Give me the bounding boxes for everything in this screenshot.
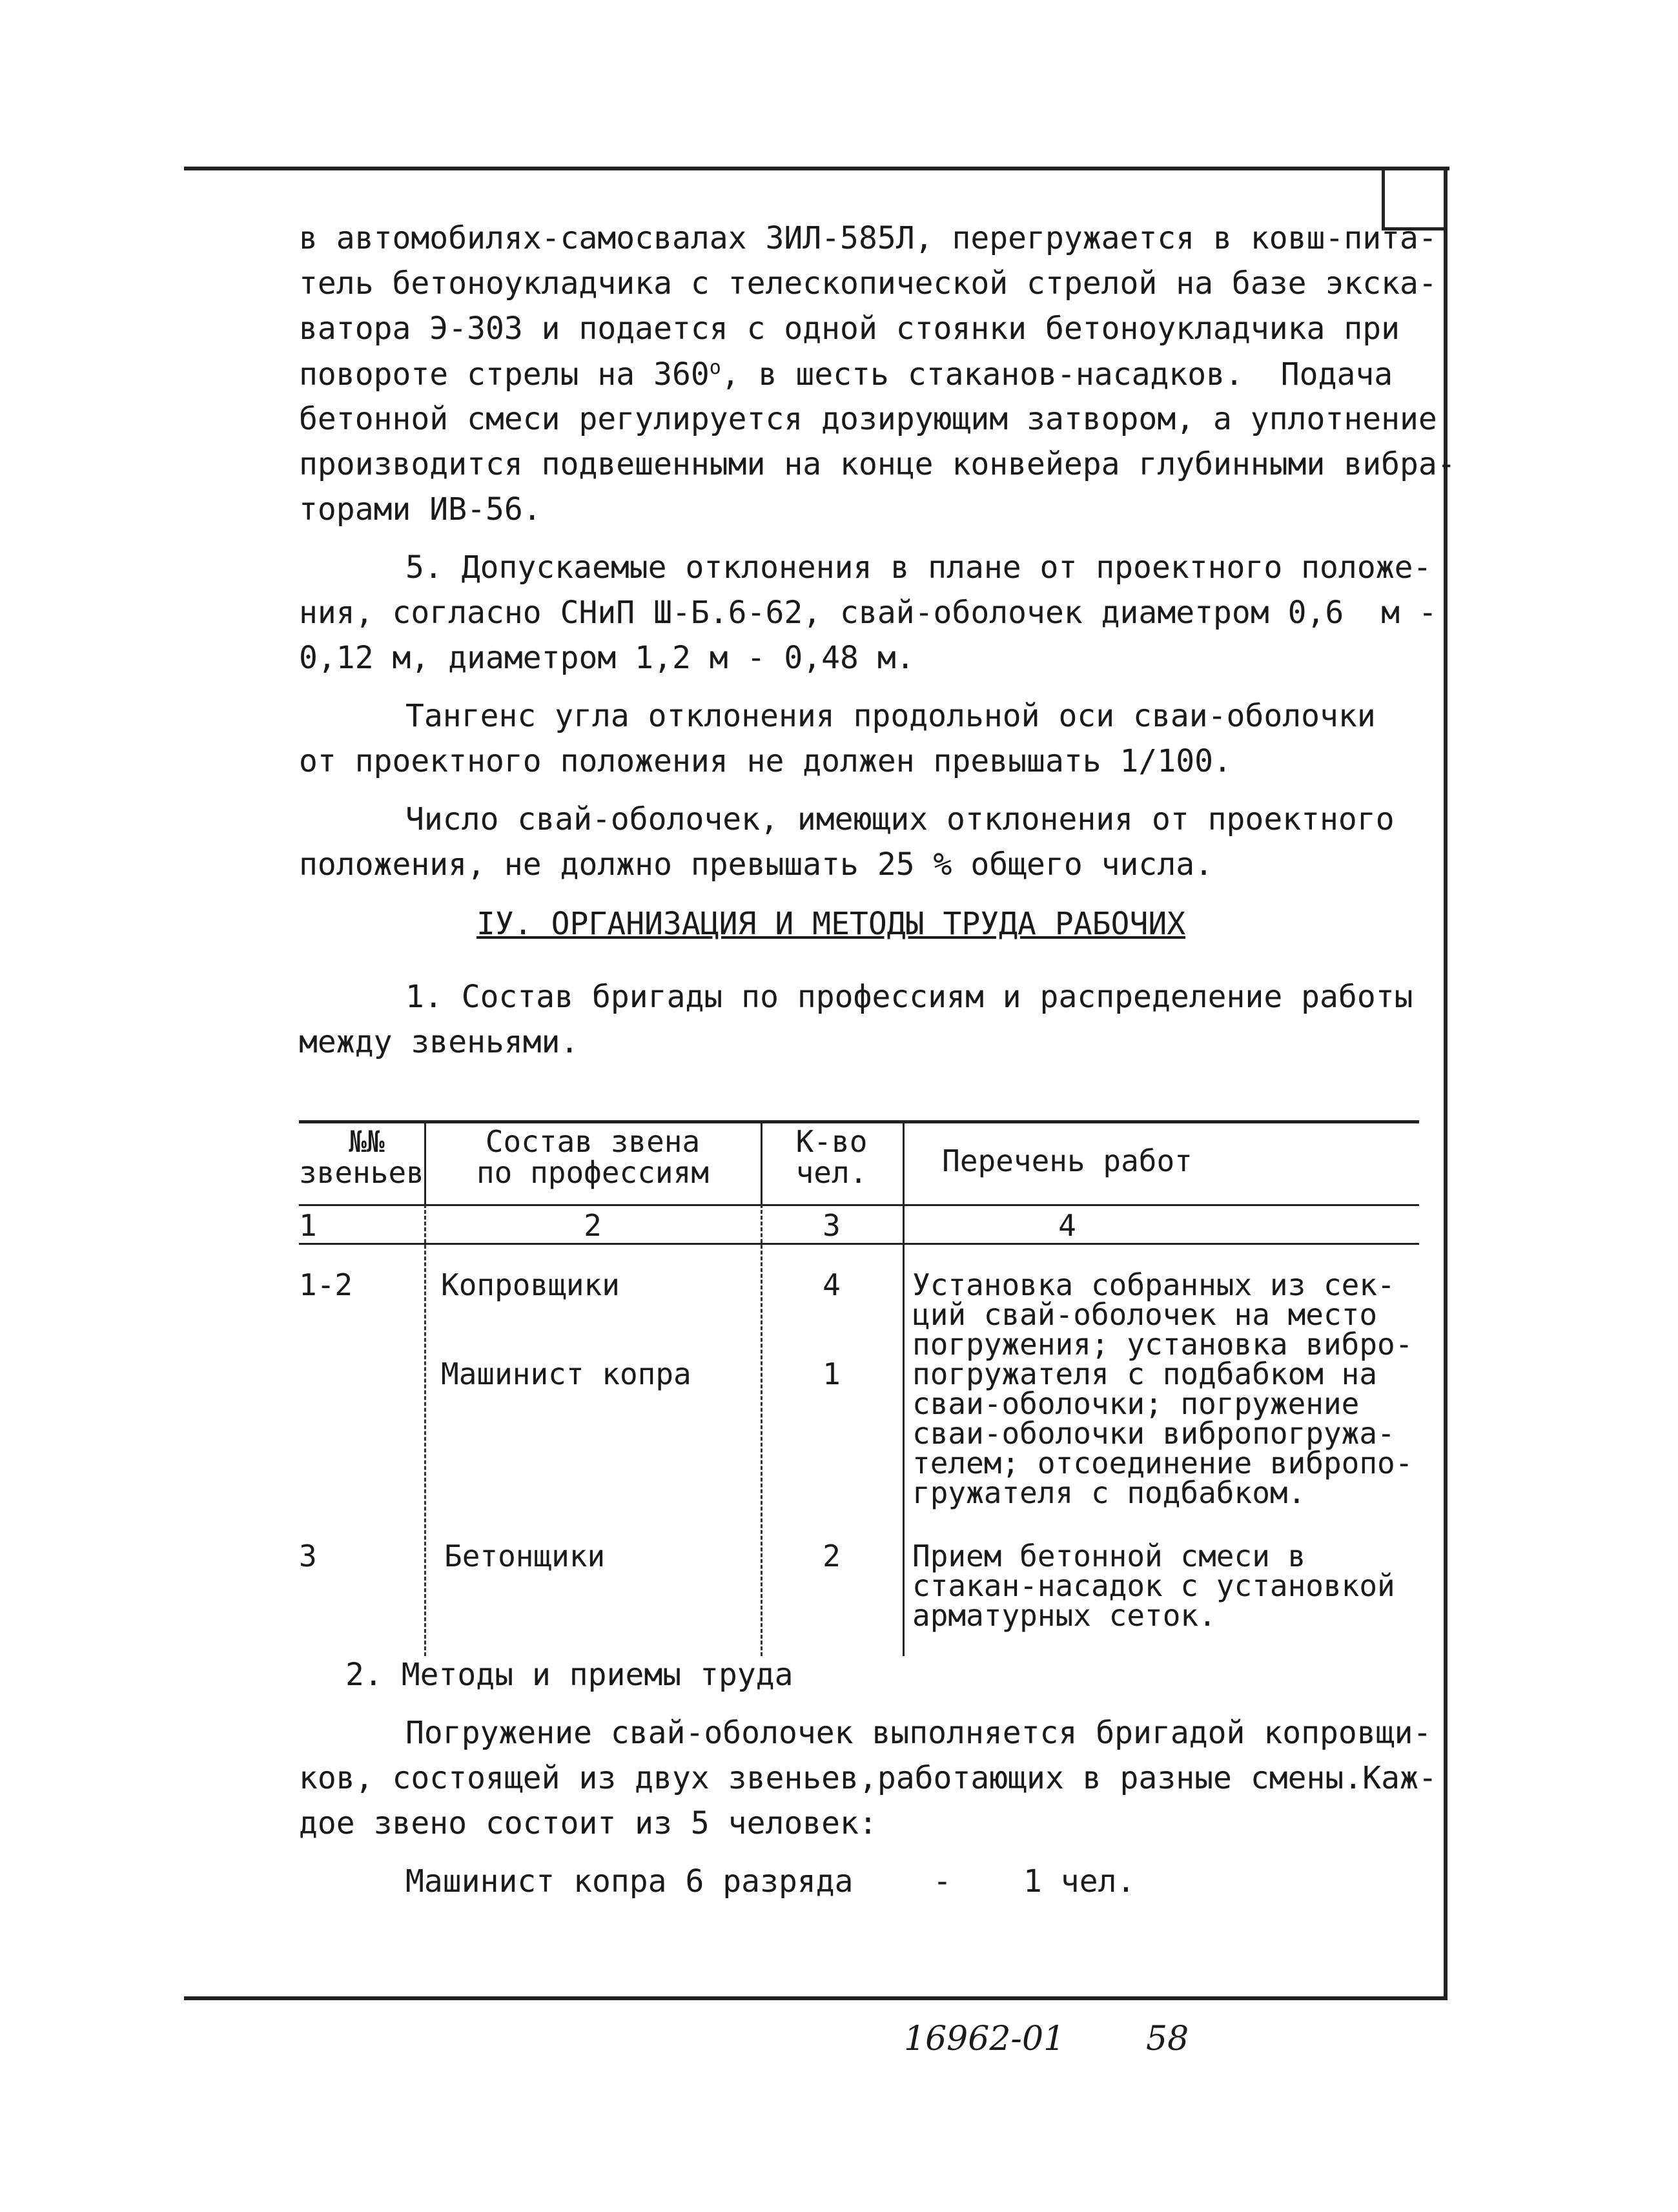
header-col4: Перечень работ (942, 1143, 1192, 1178)
header-col3-line2: чел. (795, 1155, 868, 1190)
row-works-line: стакан-насадок с установкой (912, 1568, 1395, 1603)
col-number: 3 (823, 1208, 841, 1243)
text-line: дое звено состоит из 5 человек: (299, 1805, 877, 1841)
row-quantity: 4 (823, 1267, 841, 1302)
header-col3-line1: К-во (795, 1124, 868, 1159)
row-works-line: арматурных сеток. (912, 1598, 1216, 1633)
row-works-line: гружателя с подбабком. (912, 1475, 1306, 1510)
subsection-heading: 2. Методы и приемы труда (345, 1657, 793, 1693)
col-number: 1 (299, 1208, 317, 1243)
row-works-line: сваи-оболочки; погружение (912, 1386, 1360, 1421)
text-line (299, 356, 1393, 393)
degree-mark: о (709, 356, 721, 379)
text-line: Погружение свай-оболочек выполняется бригадой копровщи- (405, 1715, 1432, 1751)
text-line: ния, согласно СНиП Ш-Б.6-62, свай-оболочек диаметром 0,6 м - (299, 595, 1437, 631)
text-line: бетонной смеси регулируется дозирующим затвором, а уплотнение (299, 401, 1437, 437)
page-number: 58 (1146, 2020, 1189, 2058)
row-works-line: ций свай-оболочек на место (912, 1297, 1378, 1332)
table-numbers-rule (299, 1243, 1419, 1245)
table-col-divider-dashed (424, 1204, 426, 1656)
row-works-line: Установка собранных из сек- (912, 1267, 1395, 1302)
text-line: 0,12 м, диаметром 1,2 м - 0,48 м. (299, 640, 915, 676)
crew-count: 1 чел. (1023, 1863, 1136, 1900)
text-line: ков, состоящей из двух звеньев,работающих в разные смены.Каж- (299, 1760, 1437, 1796)
text-line: тель бетоноукладчика с телескопической стрелой на базе экска- (299, 265, 1437, 302)
row-works-line: погружателя с подбабком на (912, 1357, 1378, 1391)
frame-bottom-border (184, 1996, 1448, 2000)
table-top-rule (299, 1120, 1419, 1123)
col-number: 2 (584, 1208, 602, 1243)
col-number: 4 (1058, 1208, 1076, 1243)
table-col-divider-dashed (761, 1204, 762, 1656)
text-line: ватора Э-303 и подается с одной стоянки бетоноукладчика при (299, 311, 1400, 347)
table-col-divider (903, 1120, 905, 1656)
table-col-divider (424, 1120, 426, 1204)
row-num: 1-2 (299, 1267, 353, 1302)
row-profession: Машинист копра (441, 1357, 691, 1391)
text-line: в автомобилях-самосвалах ЗИЛ-585Л, перегружается в ковш-пита- (299, 220, 1437, 256)
frame-right-border (1444, 167, 1448, 2000)
row-num: 3 (299, 1539, 317, 1573)
row-profession: Копровщики (441, 1267, 620, 1302)
table-col-divider (761, 1120, 762, 1204)
text-line: от проектного положения не должен превышать 1/100. (299, 743, 1232, 779)
table-header-rule (299, 1204, 1419, 1206)
text-line: торами ИВ-56. (299, 491, 542, 527)
text-line: 1. Состав бригады по профессиям и распределение работы (405, 979, 1413, 1015)
text-line: положения, не должно превышать 25 % общего числа. (299, 846, 1214, 883)
row-works-line: Прием бетонной смеси в (912, 1539, 1306, 1573)
text-line: производится подвешенными на конце конвейера глубинными вибра- (299, 446, 1456, 482)
crew-dash: - (933, 1863, 952, 1900)
header-col2-line2: по профессиям (476, 1155, 710, 1190)
document-code: 16962-01 (904, 2020, 1065, 2058)
row-works-line: погружения; установка вибро- (912, 1327, 1413, 1362)
crew-role: Машинист копра 6 разряда (405, 1863, 854, 1900)
section-heading: IУ. ОРГАНИЗАЦИЯ И МЕТОДЫ ТРУДА РАБОЧИХ (476, 906, 1186, 942)
row-quantity: 1 (823, 1357, 841, 1391)
text-line: Число свай-оболочек, имеющих отклонения от проектного (405, 801, 1395, 837)
crew-table (299, 1120, 1419, 1656)
text-line: 5. Допускаемые отклонения в плане от проектного положе- (405, 549, 1432, 586)
header-col2-line1: Состав звена (485, 1124, 701, 1159)
text-fragment: , в шесть стаканов-насадков. Подача (721, 356, 1393, 393)
row-profession: Бетонщики (444, 1539, 606, 1573)
header-col1-line1: №№ (349, 1124, 385, 1159)
frame-top-border (184, 167, 1449, 170)
row-quantity: 2 (823, 1539, 841, 1573)
text-line: Тангенс угла отклонения продольной оси сваи-оболочки (405, 698, 1376, 734)
text-fragment: повороте стрелы на 360 (299, 356, 710, 393)
text-line: между звеньями. (299, 1024, 579, 1060)
row-works-line: телем; отсоединение вибропо- (912, 1446, 1413, 1480)
row-works-line: сваи-оболочки вибропогружа- (912, 1416, 1395, 1451)
header-col1-line2: звеньев (299, 1155, 424, 1190)
